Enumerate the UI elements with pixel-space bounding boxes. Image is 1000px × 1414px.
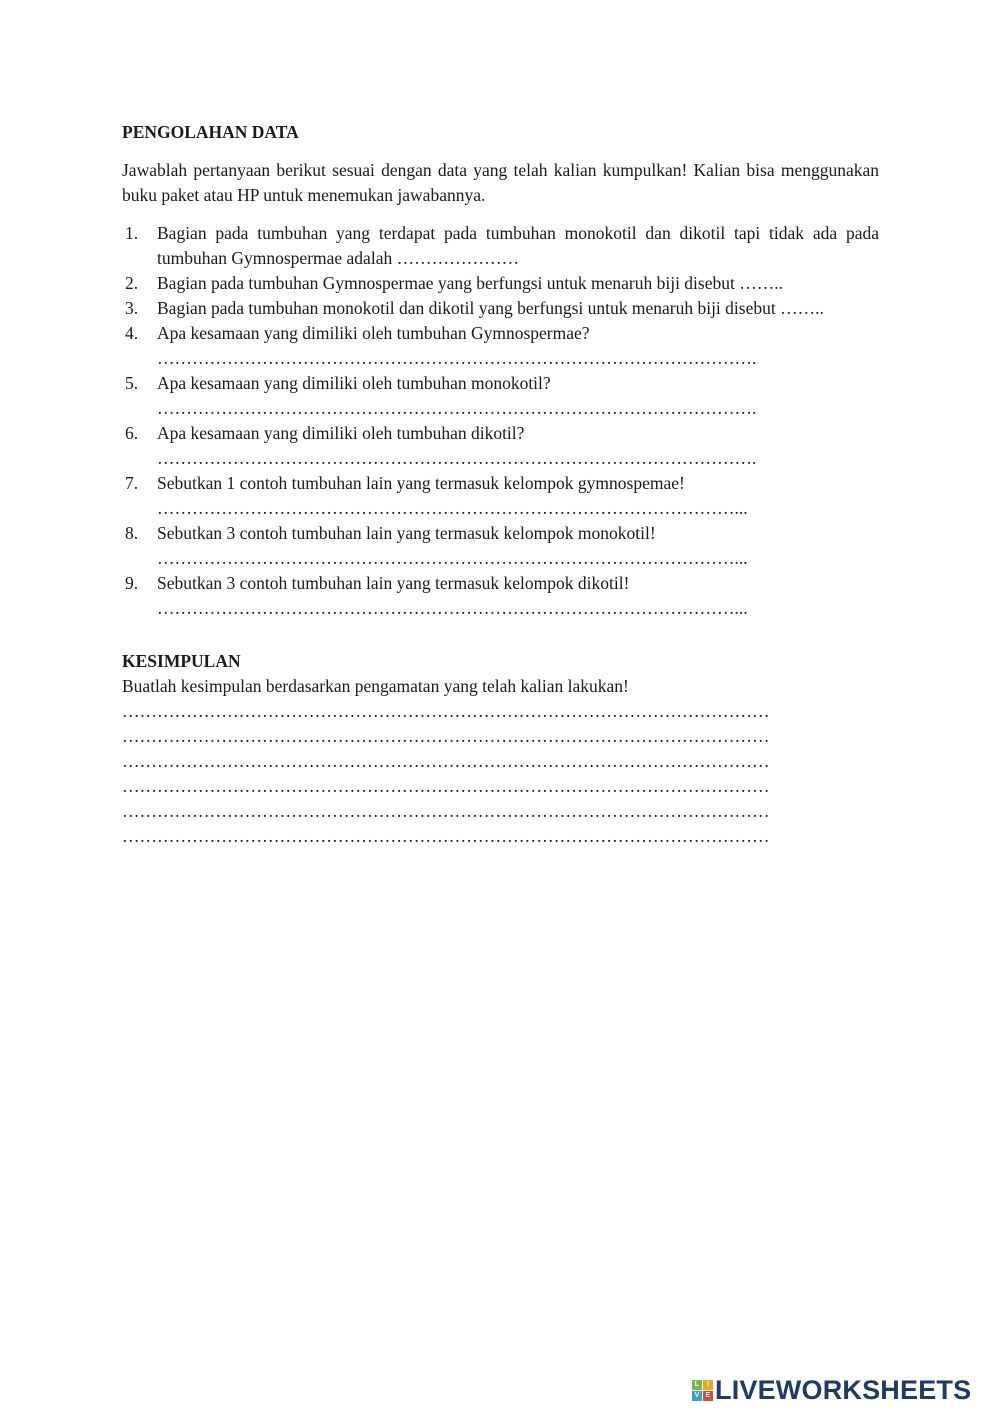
logo-tile: I [703,1380,713,1390]
logo-tile: L [692,1380,702,1390]
answer-blank[interactable]: ………………………………………………………………………………………... [157,498,748,518]
question-number: 4. [125,323,139,343]
question-item [122,471,879,521]
answer-blank[interactable]: …………………………………………………………………………………………. [157,348,757,368]
question-number: 8. [125,523,139,543]
answer-blank[interactable]: …………………………………………………………………………………………. [157,448,757,468]
question-text: Apa kesamaan yang dimiliki oleh tumbuhan Gymnospermae? [157,323,590,343]
brand-name: LIVEWORKSHEETS [715,1374,972,1405]
liveworksheets-logo-icon [692,1380,713,1401]
question-text: Apa kesamaan yang dimiliki oleh tumbuhan dikotil? [157,423,525,443]
answer-blank[interactable]: ………………………………………………………………………………………... [157,548,748,568]
question-item [122,221,879,271]
question-text: Bagian pada tumbuhan monokotil dan dikotil yang berfungsi untuk menaruh biji disebut …….. [157,298,824,318]
worksheet-page [122,120,879,849]
section-title-pengolahan-data: PENGOLAHAN DATA [122,122,299,142]
answer-blank[interactable]: …………………………………………………………………………………………. [157,398,757,418]
question-item [122,521,879,571]
answer-line[interactable]: ………………………………………………………………………………………………… [122,701,770,721]
question-item [122,321,879,371]
logo-tile: V [692,1391,702,1401]
question-text: Sebutkan 1 contoh tumbuhan lain yang termasuk kelompok gymnospemae! [157,473,685,493]
question-number: 5. [125,373,139,393]
kesimpulan-instruction: Buatlah kesimpulan berdasarkan pengamatan yang telah kalian lakukan! [122,676,629,696]
section-title-kesimpulan: KESIMPULAN [122,651,241,671]
question-list [122,221,879,621]
liveworksheets-brand[interactable] [692,1376,971,1404]
answer-line[interactable]: ………………………………………………………………………………………………… [122,776,770,796]
question-text: Apa kesamaan yang dimiliki oleh tumbuhan monokotil? [157,373,551,393]
question-text: Sebutkan 3 contoh tumbuhan lain yang termasuk kelompok dikotil! [157,573,630,593]
question-number: 2. [125,273,139,293]
question-item [122,271,879,296]
question-item [122,571,879,621]
answer-line[interactable]: ………………………………………………………………………………………………… [122,751,770,771]
question-text: Sebutkan 3 contoh tumbuhan lain yang termasuk kelompok monokotil! [157,523,656,543]
question-item [122,371,879,421]
question-number: 1. [125,223,139,243]
question-item [122,421,879,471]
answer-line[interactable]: ………………………………………………………………………………………………… [122,726,770,746]
question-number: 7. [125,473,139,493]
kesimpulan-answer-lines [122,699,879,849]
question-number: 6. [125,423,139,443]
question-number: 9. [125,573,139,593]
answer-blank[interactable]: ………………………………………………………………………………………... [157,598,748,618]
question-text: Bagian pada tumbuhan Gymnospermae yang berfungsi untuk menaruh biji disebut …….. [157,273,783,293]
question-item [122,296,879,321]
question-number: 3. [125,298,139,318]
intro-paragraph: Jawablah pertanyaan berikut sesuai dengan data yang telah kalian kumpulkan! Kalian bisa menggunakan buku paket atau HP untuk menemukan jawabannya. [122,160,879,205]
answer-line[interactable]: ………………………………………………………………………………………………… [122,801,770,821]
question-text: Bagian pada tumbuhan yang terdapat pada tumbuhan monokotil dan dikotil tapi tidak ada pada tumbuhan Gymnospermae adalah ………………… [157,223,879,268]
logo-tile: E [703,1391,713,1401]
answer-line[interactable]: ………………………………………………………………………………………………… [122,826,770,846]
